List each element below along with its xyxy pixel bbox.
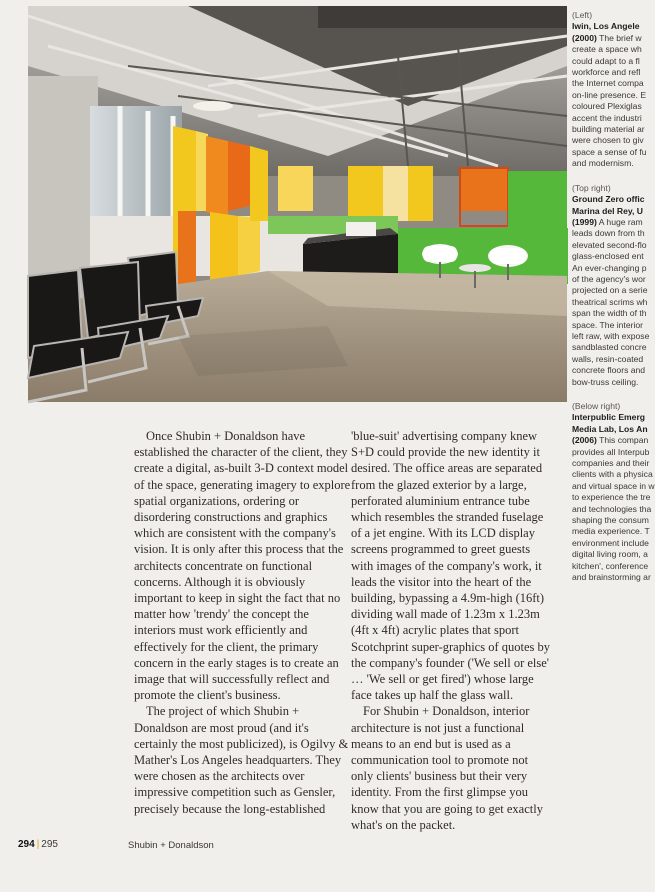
caption-position: (Top right) <box>572 182 611 193</box>
caption-title-line2: Marina del Rey, U <box>572 205 643 216</box>
caption-line <box>572 33 645 44</box>
caption-line <box>572 217 645 228</box>
running-head: Shubin + Donaldson <box>128 840 214 851</box>
caption-line: concrete floors and <box>572 365 646 376</box>
caption-line: media experience. T <box>572 526 650 537</box>
caption-top-right <box>572 182 650 388</box>
caption-line: to experience the tre <box>572 492 651 503</box>
caption-text: This compan <box>599 435 649 446</box>
body-text-column-1 <box>134 428 352 817</box>
caption-line: projected on a serie <box>572 285 648 296</box>
body-paragraph: The project of which Shubin + Donaldson are most proud (and it's certainly the most publicized), is Ogilvy & Mather's Los Angeles headquarters. They were chosen as the architects over impressive competition such as Gensler, precisely because the long-established <box>134 704 349 816</box>
page-number-facing: 295 <box>41 839 58 850</box>
page-numbers <box>18 839 58 850</box>
caption-line: could adapt to a fl <box>572 55 640 66</box>
caption-line: and modernism. <box>572 158 634 169</box>
caption-year: (2000) <box>572 32 597 43</box>
caption-line: coloured Plexiglas <box>572 101 642 112</box>
caption-line: were chosen to giv <box>572 135 644 146</box>
caption-line: space. The interior <box>572 319 644 330</box>
caption-line <box>572 435 649 446</box>
caption-line: building material ar <box>572 124 645 135</box>
caption-position: (Left) <box>572 10 593 20</box>
caption-left <box>572 10 645 170</box>
caption-line: theatrical scrims wh <box>572 296 648 307</box>
caption-line: on-line presence. E <box>572 89 647 100</box>
caption-line: provides all Interpub <box>572 446 650 457</box>
caption-line: shaping the consum <box>572 515 649 526</box>
caption-title: Ground Zero offic <box>572 194 645 205</box>
caption-line: and brainstorming ar <box>572 572 651 583</box>
caption-line: bow-truss ceiling. <box>572 376 639 387</box>
caption-line: and virtual space in w <box>572 480 655 491</box>
caption-line: kitchen', conference <box>572 560 649 571</box>
caption-line: create a space wh <box>572 44 642 55</box>
page-number-separator: | <box>36 839 40 850</box>
office-interior-illustration <box>28 6 567 402</box>
caption-position: (Below right) <box>572 401 621 411</box>
caption-line: glass-enclosed ent <box>572 251 644 262</box>
caption-line: leads down from th <box>572 228 645 239</box>
caption-line: digital living room, a <box>572 549 648 560</box>
caption-title-line2: Media Lab, Los An <box>572 423 648 434</box>
caption-line: span the width of th <box>572 308 647 319</box>
caption-line: space a sense of fu <box>572 146 647 157</box>
caption-line: environment include <box>572 537 649 548</box>
caption-line: clients with a physica <box>572 469 653 480</box>
caption-text: A huge ram <box>598 216 643 227</box>
page-number-current: 294 <box>18 839 35 850</box>
caption-text: The brief w <box>599 32 642 43</box>
caption-line: sandblasted concre <box>572 342 647 353</box>
caption-below-right <box>572 401 655 584</box>
caption-line: the Internet compa <box>572 78 644 89</box>
body-paragraph: For Shubin + Donaldson, interior architecture is not just a functional means to an end but is used as a communication tool to promote not only clients' business but their very identity. From the first glimpse you know that you are going to get exactly what's on the packet. <box>351 704 543 832</box>
caption-year: (1999) <box>572 216 597 227</box>
office-interior-photo <box>28 6 567 402</box>
body-paragraph: 'blue-suit' advertising company knew S+D could provide the new identity it desired. The office areas are separated from the glazed exterior by a large, perforated aluminium entrance tube which resembles the stranded fuselage of a jet engine. With its LCD display screens programmed to greet guests with images of the company's work, it leads the visitor into the heart of the building, bypassing a 4.9m-high (16ft) dividing wall made of 1.23m x 1.23m (4ft x 4ft) acrylic plates that sport Scotchprint super-graphics of quotes by the company's founder ('We sell or else' … 'We sell or get fired') whose large face takes up half the glass wall. <box>351 429 551 703</box>
caption-column <box>572 10 655 600</box>
caption-line: workforce and refl <box>572 67 641 78</box>
caption-line: left raw, with expose <box>572 330 650 341</box>
caption-line: accent the industri <box>572 112 642 123</box>
caption-line: elevated second-flo <box>572 239 647 250</box>
body-paragraph: Once Shubin + Donaldson have established the character of the client, they create a digital, as-built 3-D context model of the space, generating imagery to explore spatial organizations, ordering or disordering constructions and graphics which are consistent with the company's vision. It is only after this process that the architects concentrate on functional concerns. Although it is obviously important to keep in sight the fact that no matter how 'trendy' the concept the interiors must work efficiently and effectively for the client, the primary concern in the early stages is to create an image that will successfully reflect and promote the client's business. <box>134 429 351 703</box>
caption-line: An ever-changing p <box>572 262 647 273</box>
caption-line: companies and their <box>572 458 650 469</box>
caption-line: of the agency's wor <box>572 273 646 284</box>
caption-line: and technologies tha <box>572 503 652 514</box>
body-text-column-2 <box>351 428 553 833</box>
caption-title: Iwin, Los Angele <box>572 21 640 32</box>
caption-line: walls, resin-coated <box>572 353 644 364</box>
caption-year: (2006) <box>572 435 597 446</box>
caption-title: Interpublic Emerg <box>572 412 646 423</box>
